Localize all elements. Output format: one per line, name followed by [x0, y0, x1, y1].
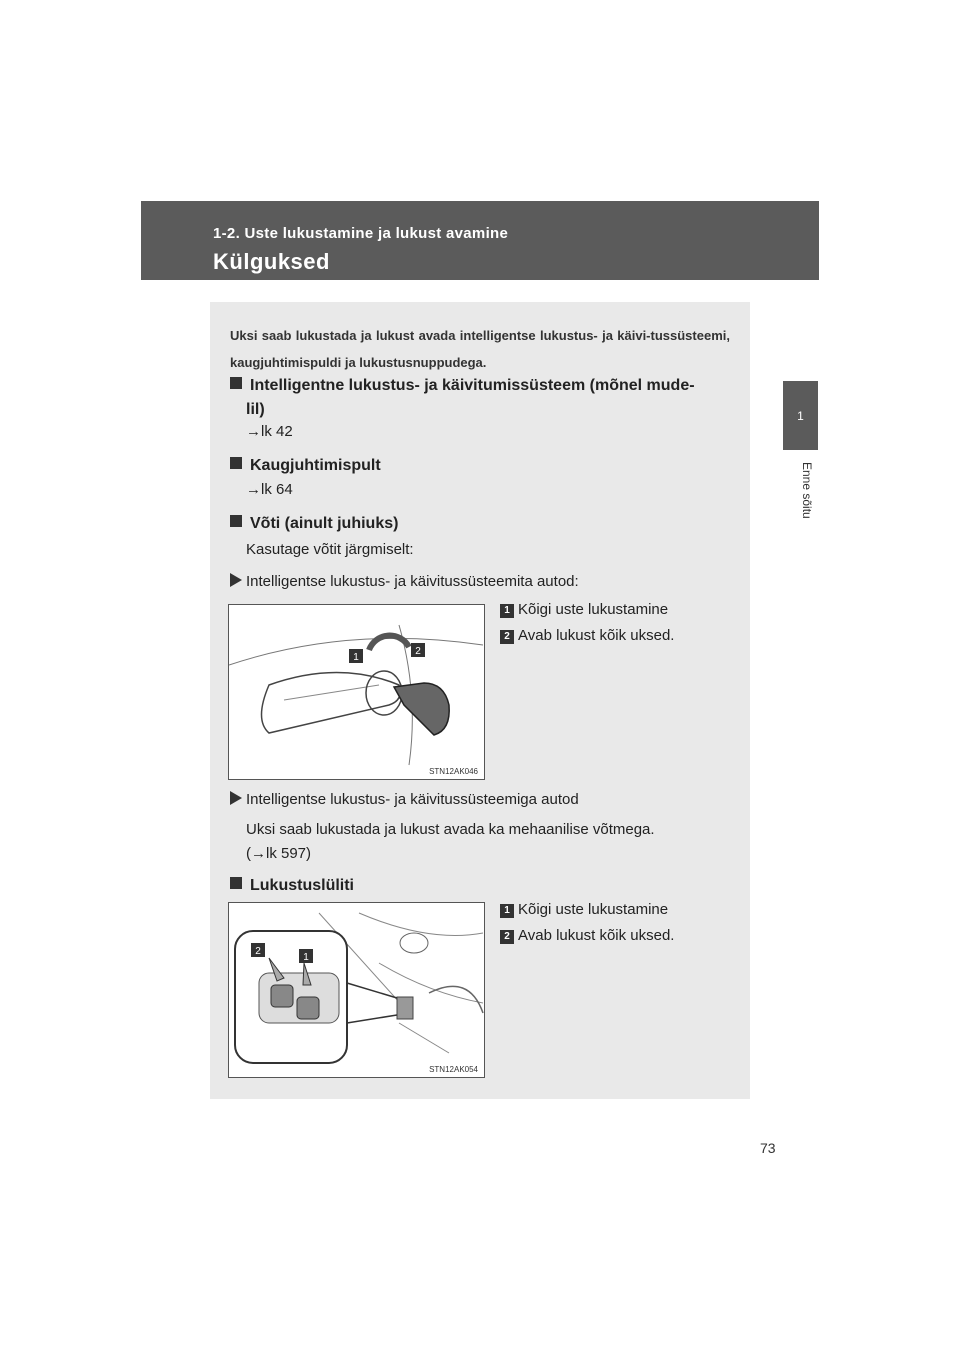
door-handle-illustration	[229, 605, 484, 779]
key-text: Kasutage võtit järgmiselt:	[246, 541, 414, 558]
badge-icon: 1	[500, 604, 514, 618]
heading-smart-system-cont: lil)	[246, 401, 265, 418]
heading-smart-system: Intelligentne lukustus- ja käivitumissüsteem (mõnel mude-	[230, 374, 730, 398]
fig2-legend-1: 1 Kõigi uste lukustamine	[500, 898, 668, 922]
svg-text:2: 2	[415, 646, 421, 657]
item-without-smart: Intelligentse lukustus- ja käivitussüsteemita autod:	[230, 570, 579, 594]
fig1-legend-2: 2 Avab lukust kõik uksed.	[500, 624, 674, 648]
ref-remote[interactable]: →lk 64	[246, 481, 293, 498]
lock-switch-illustration	[229, 903, 484, 1077]
bullet-square-icon	[230, 377, 242, 389]
page-number: 73	[760, 1140, 776, 1156]
mech-key-text: Uksi saab lukustada ja lukust avada ka mehaanilise võtmega.	[246, 821, 655, 838]
item-with-smart: Intelligentse lukustus- ja käivitussüsteemiga autod	[230, 788, 579, 812]
fig2-legend-2: 2 Avab lukust kõik uksed.	[500, 924, 674, 948]
svg-text:1: 1	[353, 652, 359, 663]
header-band	[141, 201, 819, 280]
chapter-number: 1	[797, 408, 804, 423]
content-box	[210, 302, 750, 1099]
bullet-square-icon	[230, 457, 242, 469]
figure-code: STN12AK054	[429, 1065, 478, 1074]
svg-text:1: 1	[303, 952, 309, 963]
heading-remote: Kaugjuhtimispult	[230, 454, 381, 478]
chapter-label: Enne sõitu	[800, 462, 814, 519]
bullet-square-icon	[230, 877, 242, 889]
badge-icon: 1	[500, 904, 514, 918]
chapter-tab[interactable]	[783, 381, 818, 450]
figure-door-key	[228, 604, 485, 780]
triangle-bullet-icon	[230, 791, 242, 805]
bullet-square-icon	[230, 515, 242, 527]
figure-lock-switch	[228, 902, 485, 1078]
ref-smart[interactable]: →lk 42	[246, 423, 293, 440]
section-title: 1-2. Uste lukustamine ja lukust avamine	[213, 225, 509, 242]
heading-key: Võti (ainult juhiuks)	[230, 512, 398, 536]
heading-lock-switch: Lukustuslüliti	[230, 874, 354, 898]
ref-mech-key[interactable]: (→lk 597)	[246, 845, 312, 862]
figure-code: STN12AK046	[429, 767, 478, 776]
intro-text: Uksi saab lukustada ja lukust avada intelligentse lukustus- ja käivi-tussüsteemi, kaugjuhtimispuldi ja lukustusnuppudega.	[230, 328, 730, 370]
page-title: Külguksed	[213, 249, 330, 274]
badge-icon: 2	[500, 930, 514, 944]
fig1-legend-1: 1 Kõigi uste lukustamine	[500, 598, 668, 622]
triangle-bullet-icon	[230, 573, 242, 587]
svg-text:2: 2	[255, 946, 261, 957]
badge-icon: 2	[500, 630, 514, 644]
